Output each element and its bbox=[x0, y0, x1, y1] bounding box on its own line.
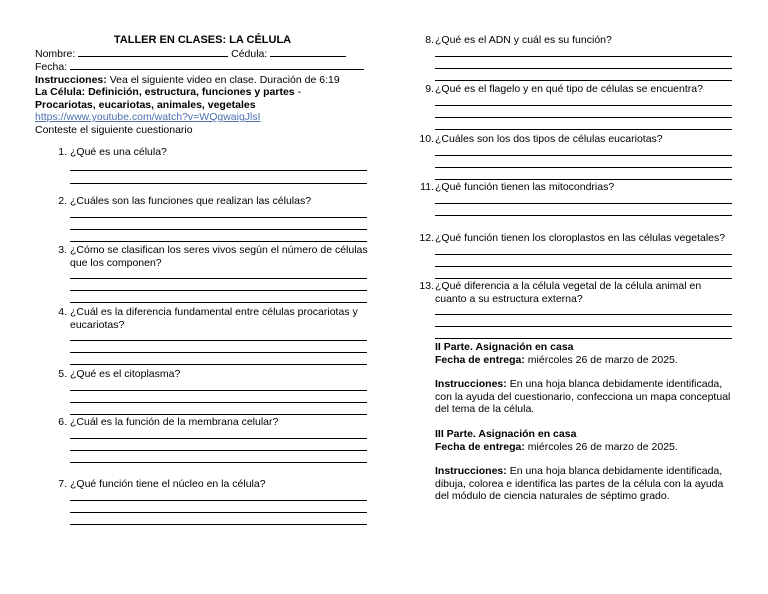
answer-line[interactable] bbox=[70, 462, 367, 463]
question-number: 8. bbox=[425, 34, 434, 46]
answer-line[interactable] bbox=[435, 155, 732, 156]
answer-line[interactable] bbox=[435, 167, 732, 168]
question-text: ¿Qué diferencia a la célula vegetal de la célula animal en cuanto a su estructura externa? bbox=[435, 280, 702, 305]
answer-line[interactable] bbox=[70, 364, 367, 365]
answer-line[interactable] bbox=[435, 278, 732, 279]
part-2-instructions-label: Instrucciones: bbox=[435, 378, 507, 390]
video-title-row-1 bbox=[35, 86, 370, 99]
cedula-blank[interactable] bbox=[270, 47, 346, 57]
question-text: ¿Qué función tienen los cloroplastos en las células vegetales? bbox=[435, 232, 726, 244]
question-number: 10. bbox=[419, 133, 434, 145]
part-3-date-label: Fecha de entrega: bbox=[435, 440, 525, 453]
answer-line[interactable] bbox=[435, 254, 732, 255]
conteste-text: Conteste el siguiente cuestionario bbox=[35, 123, 193, 136]
question-number: 6. bbox=[58, 416, 67, 428]
question-12 bbox=[416, 232, 736, 245]
part-3-date-row bbox=[435, 441, 740, 454]
answer-line[interactable] bbox=[435, 314, 732, 315]
part-2-date-label: Fecha de entrega: bbox=[435, 353, 525, 366]
part-2-heading: II Parte. Asignación en casa bbox=[435, 341, 574, 353]
left-column bbox=[35, 34, 370, 490]
answer-line[interactable] bbox=[435, 68, 732, 69]
part-3-section bbox=[435, 428, 740, 503]
fecha-blank[interactable] bbox=[70, 60, 364, 70]
nombre-row bbox=[35, 47, 370, 61]
video-link[interactable]: https://www.youtube.com/watch?v=WQgwaigJlsI bbox=[35, 111, 261, 123]
question-text: ¿Qué función tienen las mitocondrias? bbox=[435, 181, 615, 193]
part-3-date-value: miércoles 26 de marzo de 2025. bbox=[524, 440, 678, 453]
question-number: 4. bbox=[58, 306, 67, 318]
answer-line[interactable] bbox=[70, 390, 367, 391]
question-text: ¿Qué función tiene el núcleo en la célula? bbox=[70, 478, 266, 490]
answer-line[interactable] bbox=[70, 500, 367, 501]
question-number: 9. bbox=[425, 83, 434, 95]
question-text: ¿Cuáles son las funciones que realizan las células? bbox=[70, 195, 312, 207]
instructions-row bbox=[35, 74, 370, 87]
answer-line[interactable] bbox=[70, 512, 367, 513]
question-number: 5. bbox=[58, 368, 67, 380]
part-3-instructions-label: Instrucciones: bbox=[435, 465, 507, 477]
question-10 bbox=[416, 133, 736, 146]
answer-line[interactable] bbox=[70, 302, 367, 303]
nombre-blank[interactable] bbox=[78, 47, 228, 57]
answer-line[interactable] bbox=[70, 183, 367, 184]
instructions-text: Vea el siguiente video en clase. Duración de 6:19 bbox=[106, 73, 340, 86]
part-3-instructions bbox=[435, 465, 740, 503]
question-4 bbox=[35, 306, 370, 331]
answer-line[interactable] bbox=[70, 241, 367, 242]
fecha-row bbox=[35, 60, 370, 74]
answer-line[interactable] bbox=[435, 105, 732, 106]
answer-line[interactable] bbox=[70, 438, 367, 439]
question-text: ¿Qué es una célula? bbox=[70, 146, 167, 158]
answer-line[interactable] bbox=[435, 215, 732, 216]
instructions-label: Instrucciones: bbox=[35, 73, 107, 86]
question-6 bbox=[35, 416, 370, 429]
question-13 bbox=[416, 280, 736, 305]
answer-line[interactable] bbox=[435, 117, 732, 118]
part-3-instructions-text: En una hoja blanca debidamente identificada, dibuja, colorea e identifica las partes de la célula con la ayuda del módulo de ciencia naturales de séptimo grado. bbox=[435, 465, 724, 502]
question-11 bbox=[416, 181, 736, 194]
question-number: 1. bbox=[58, 146, 67, 158]
answer-line[interactable] bbox=[70, 217, 367, 218]
question-number: 12. bbox=[419, 232, 434, 244]
part-2-date-value: miércoles 26 de marzo de 2025. bbox=[524, 353, 678, 366]
question-text: ¿Qué es el flagelo y en qué tipo de células se encuentra? bbox=[435, 83, 703, 95]
answer-line[interactable] bbox=[70, 290, 367, 291]
video-title-dash: - bbox=[294, 86, 302, 98]
nombre-label: Nombre: bbox=[35, 47, 76, 60]
question-text: ¿Qué es el ADN y cuál es su función? bbox=[435, 34, 612, 46]
question-text: ¿Cuál es la diferencia fundamental entre células procariotas y eucariotas? bbox=[70, 306, 358, 331]
answer-line[interactable] bbox=[435, 338, 732, 339]
answer-line[interactable] bbox=[435, 326, 732, 327]
worksheet-title: TALLER EN CLASES: LA CÉLULA bbox=[113, 34, 292, 46]
part-2-date-row bbox=[435, 354, 740, 367]
answer-line[interactable] bbox=[70, 402, 367, 403]
part-2-section bbox=[435, 341, 740, 416]
question-text: ¿Qué es el citoplasma? bbox=[70, 368, 181, 380]
answer-line[interactable] bbox=[435, 266, 732, 267]
answer-line[interactable] bbox=[70, 352, 367, 353]
answer-line[interactable] bbox=[435, 203, 732, 204]
answer-line[interactable] bbox=[70, 340, 367, 341]
question-number: 3. bbox=[58, 244, 67, 256]
answer-line[interactable] bbox=[70, 414, 367, 415]
question-7 bbox=[35, 478, 370, 491]
answer-line[interactable] bbox=[70, 278, 367, 279]
question-text: ¿Cómo se clasifican los seres vivos según el número de células que los componen? bbox=[70, 244, 368, 269]
answer-line[interactable] bbox=[70, 170, 367, 171]
answer-line[interactable] bbox=[435, 80, 732, 81]
answer-line[interactable] bbox=[435, 179, 732, 180]
question-1 bbox=[35, 146, 370, 159]
part-3-heading: III Parte. Asignación en casa bbox=[435, 428, 577, 440]
video-title-line-1: La Célula: Definición, estructura, funciones y partes bbox=[35, 86, 295, 98]
question-5 bbox=[35, 368, 370, 381]
video-title-line-2: Procariotas, eucariotas, animales, vegetales bbox=[35, 98, 256, 111]
answer-line[interactable] bbox=[70, 229, 367, 230]
question-number: 2. bbox=[58, 195, 67, 207]
cedula-label: Cédula: bbox=[231, 47, 268, 60]
question-number: 11. bbox=[420, 181, 434, 193]
part-2-instructions bbox=[435, 378, 740, 416]
question-number: 13. bbox=[419, 280, 434, 292]
part-2-instructions-text: En una hoja blanca debidamente identificada, con la ayuda del cuestionario, confecciona un mapa conceptual del tema de la célula. bbox=[435, 378, 731, 415]
answer-line[interactable] bbox=[435, 129, 732, 130]
question-2 bbox=[35, 195, 370, 208]
answer-line[interactable] bbox=[70, 524, 367, 525]
answer-line[interactable] bbox=[435, 56, 732, 57]
question-text: ¿Cuál es la función de la membrana celular? bbox=[70, 416, 279, 428]
question-3 bbox=[35, 244, 370, 269]
question-text: ¿Cuáles son los dos tipos de células eucariotas? bbox=[435, 133, 663, 145]
fecha-label: Fecha: bbox=[35, 61, 68, 73]
question-number: 7. bbox=[58, 478, 67, 490]
answer-line[interactable] bbox=[70, 450, 367, 451]
question-9 bbox=[416, 83, 736, 96]
question-8 bbox=[416, 34, 736, 47]
